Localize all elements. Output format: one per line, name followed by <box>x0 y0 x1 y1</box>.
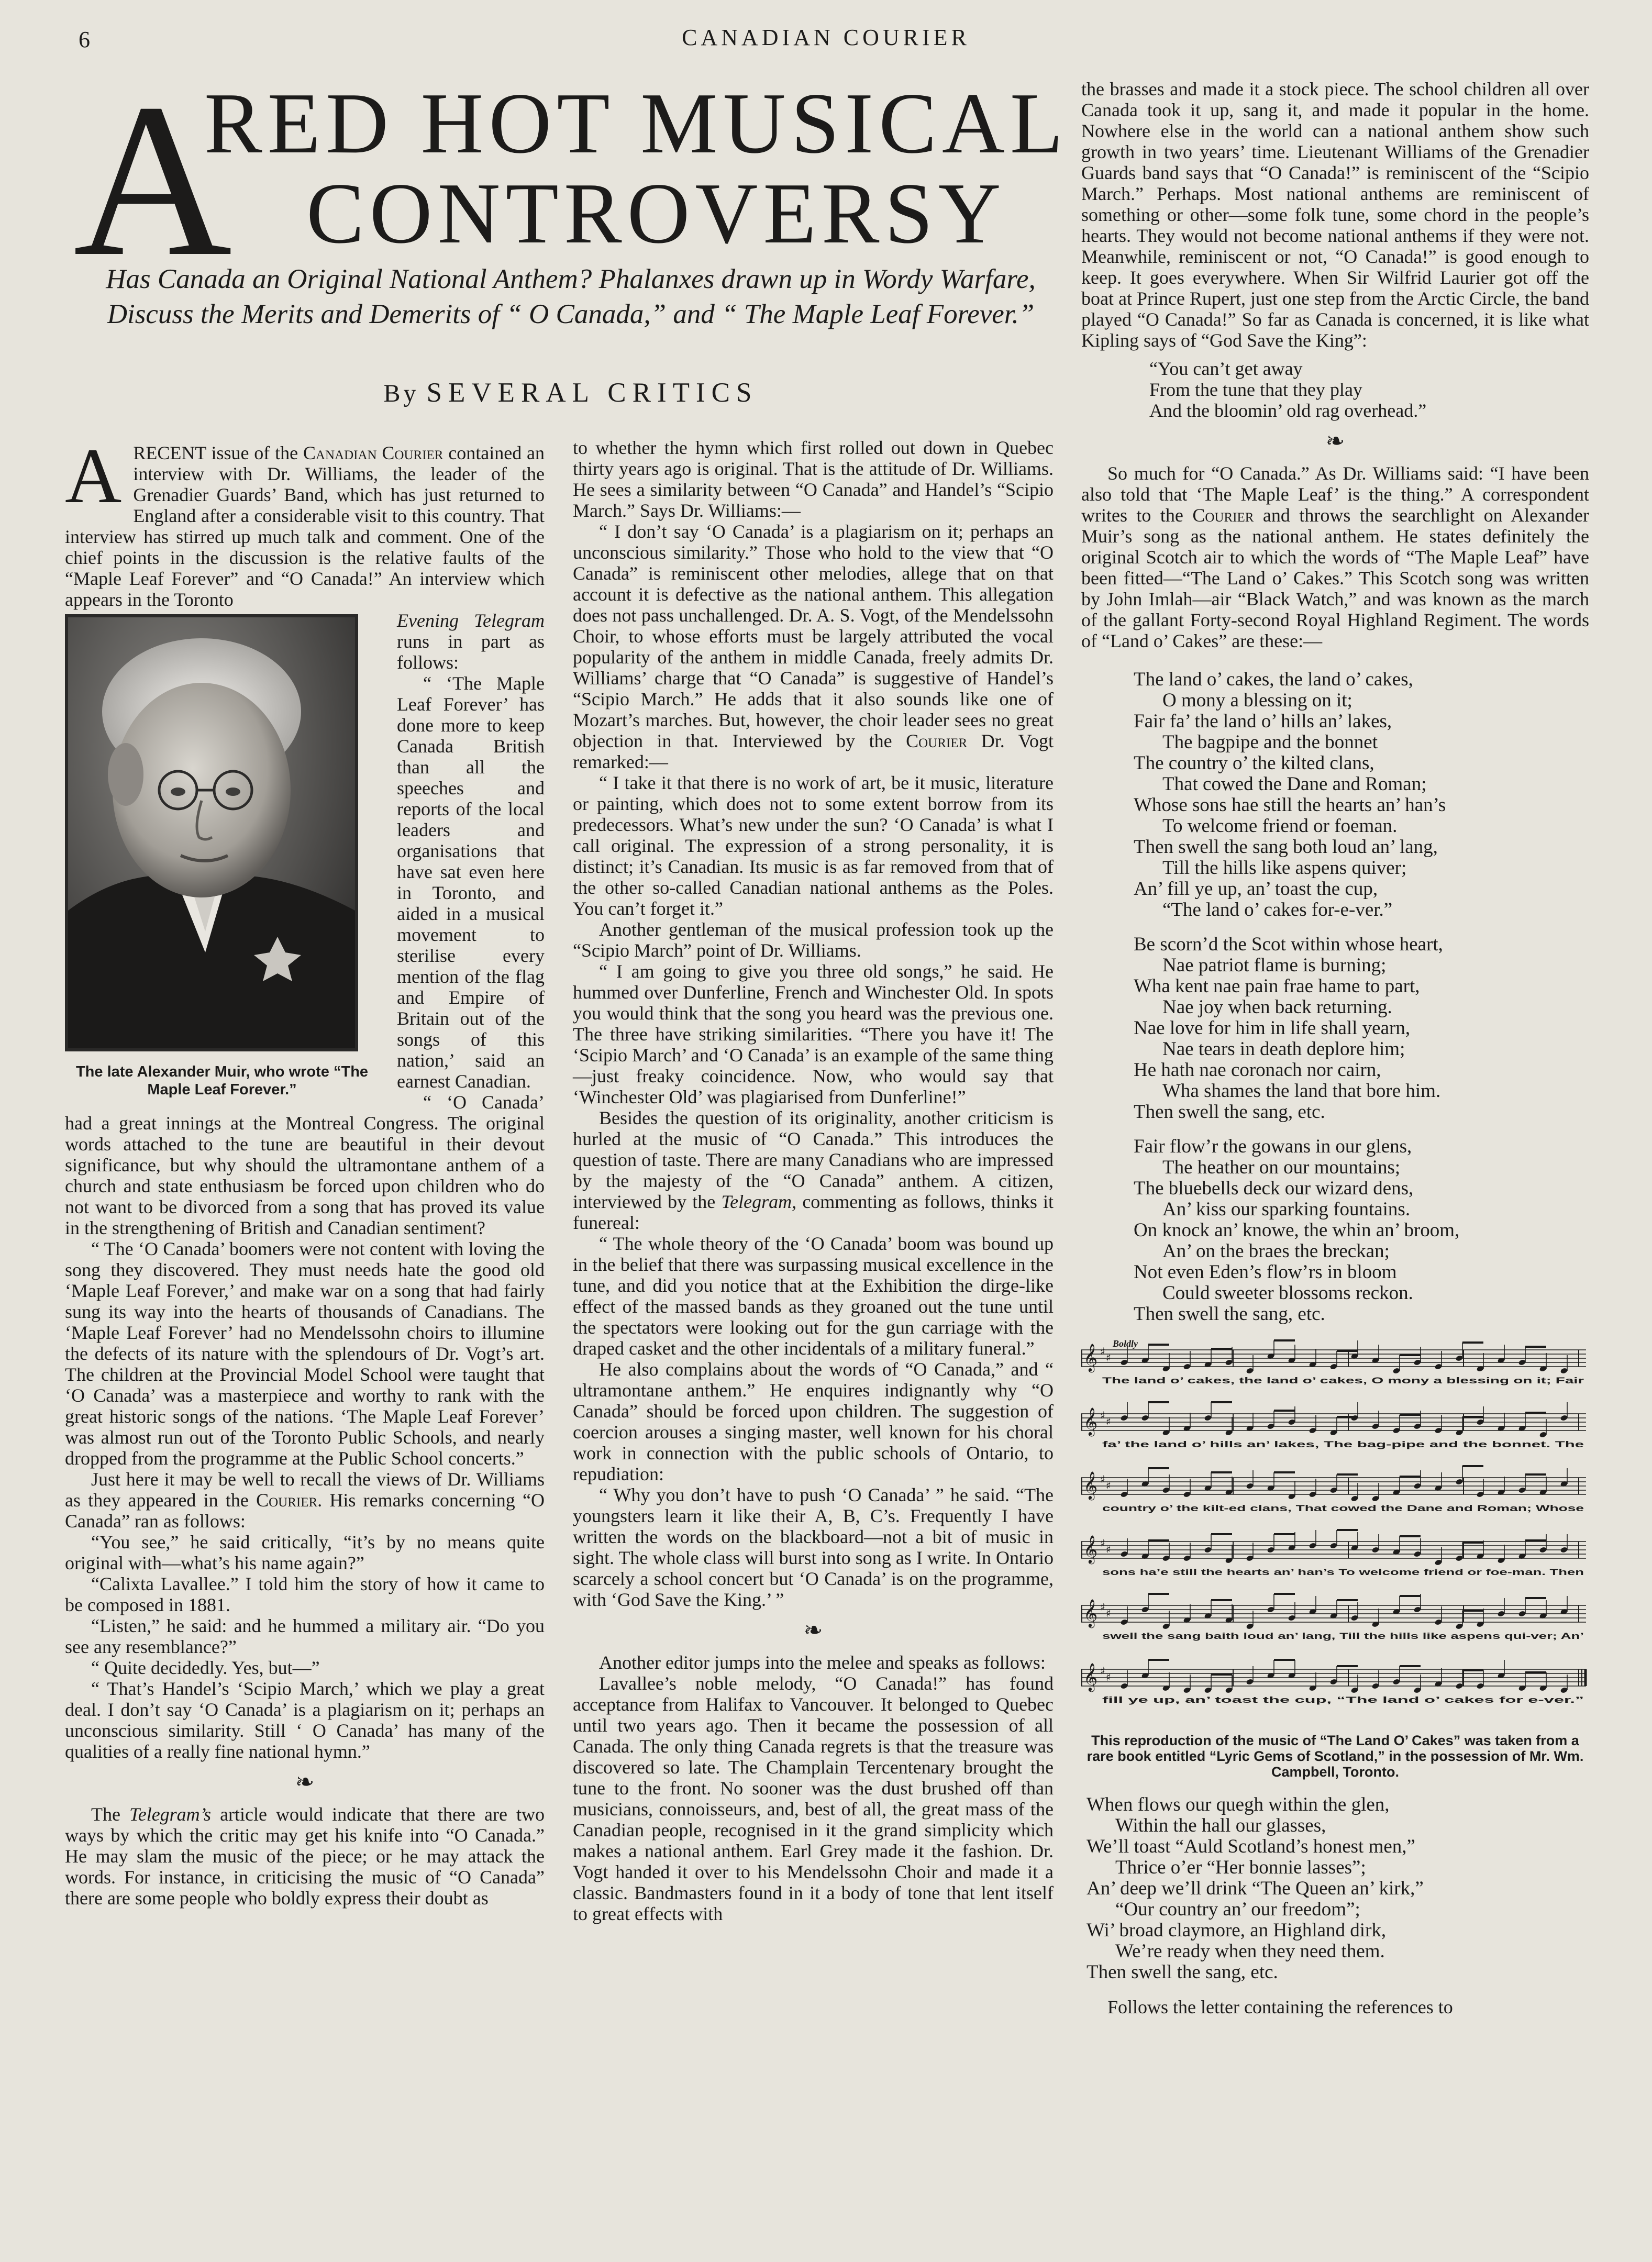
text: and throws the searchlight on Alexander Muir’s song as the national anthem. He states definitely the original Scotch air to which the words of “The Maple Leaf” have been fitted—“The Land o’ Cakes.” This Scotch song was written by John Imlah—air “Black Watch,” and was known as the march of the gallant Forty-second Royal Highland Regiment. The words of “Land o’ Cakes” are these:— <box>1081 505 1590 651</box>
verse-line: Then swell the sang, etc. <box>1086 1961 1278 1983</box>
paragraph: Lavallee’s noble melody, “O Canada!” has found acceptance from Halifax to Vancouver. It belonged to Quebec until two years ago. Then it became the possession of all Canada. The only thing Canada regrets is that the treasure was discovered so late. The Champlain Tercentenary brought the tune to the front. No sooner was the dust brushed off than musicians, connoisseurs, and, best of all, the great mass of the Canadian people, recognised in it the grand simplicity which makes a national anthem. Earl Grey made it the fashion. Dr. Vogt handed it over to his Mendelssohn Choir and made it a classic. Bandmasters found in it a body of tone that lent itself to great effects with <box>573 1673 1054 1924</box>
verse-line: To welcome friend or foeman. <box>1162 815 1398 837</box>
verse-line: We’re ready when they need them. <box>1115 1941 1385 1962</box>
sharp-icon: ♯ <box>1100 1473 1105 1485</box>
paragraph: the brasses and made it a stock piece. The school children all over Canada took it up, sang it, and made it popular in the home. Nowhere else in the world can a national anthem show such growth in two years’ time. Lieutenant Williams of the Grenadier Guards band says that “O Canada!” is reminiscent of the “Scipio March.” Perhaps. Most national anthems are reminiscent of something or other—some folk tune, some chord in the people’s hearts. They would not become national anthems if they were not. Meanwhile, reminiscent or not, “O Canada!” is good enough to keep. It goes everywhere. When Sir Wilfrid Laurier got off the boat at Prince Rupert, just one step from the Arctic Circle, the band played “O Canada!” So far as Canada is concerned, it is like what Kipling says of “God Save the King”: <box>1081 79 1589 351</box>
verse-line: “The land o’ cakes for-e-ver.” <box>1162 899 1393 921</box>
paragraph: “ Why you don’t have to push ‘O Canada’ ” he said. “The youngsters learn it like their A, B, C’s. Frequently I have written the words on the blackboard—not a bit of music in sight. The whole class will burst into song as I write. In Ontario scarcely a school concert but ‘O Canada’ is on the programme, with ‘God Save the King.’ ” <box>573 1484 1054 1610</box>
text: “ I don’t say ‘O Canada’ is a plagiarism on it; perhaps an unconscious similarity.” Those who hold to the view that “O Canada” is reminiscent other melodies, allege that on that account it is defective as the national anthem. This allegation does not pass unchallenged. Dr. A. S. Vogt, of the Mendelssohn Choir, to whose efforts must be largely attributed the vocal popularity of the anthem in middle Canada, freely admits Dr. Williams’ charge that “O Canada” is suggestive of Handel’s “Scipio March.” He adds that it also sounds like one of Mozart’s marches. But, however, the choir leader sees no great objection in that. Interviewed by the <box>573 521 1054 751</box>
verse-line: Fair fa’ the land o’ hills an’ lakes, <box>1134 711 1392 732</box>
verse-line: On knock an’ knowe, the whin an’ broom, <box>1134 1219 1460 1241</box>
headline-line-1: RED HOT MUSICAL <box>204 75 1069 171</box>
treble-clef-icon: 𝄞 <box>1083 1535 1098 1563</box>
treble-clef-icon: 𝄞 <box>1083 1662 1098 1691</box>
text: article would indicate that there are two ways by which the critic may get his knife into “O Canada.” He may slam the music of the piece; or he may attack the words. For instance, in criticising the music of “O Canada” there are some people who boldly express their doubt as <box>65 1804 545 1909</box>
sharp-icon: ♯ <box>1100 1345 1105 1358</box>
subheadline: Has Canada an Original National Anthem? Phalanxes drawn up in Wordy Warfare, Discuss the Merits and Demerits of “ O Canada,” and “ The Maple Leaf Forever.” <box>106 264 1036 329</box>
paragraph: to whether the hymn which first rolled out down in Quebec thirty years ago is original. That is the attitude of Dr. Williams. He sees a similarity between “O Canada” and Handel’s “Scipio March.” Says Dr. Williams:— <box>573 437 1054 521</box>
verse-line: Could sweeter blossoms reckon. <box>1162 1282 1413 1304</box>
column-2 <box>573 437 1054 1924</box>
music-lyric-line: country o’ the kilt-ed clans, That cowed the Dane and Roman; Whose <box>1102 1503 1584 1513</box>
sharp-icon: ♯ <box>1106 1479 1111 1492</box>
paragraph: “Calixta Lavallee.” I told him the story of how it came to be composed in 1881. <box>65 1573 545 1615</box>
publication-name: Telegram’s <box>129 1804 212 1825</box>
headline-line-2: CONTROVERSY <box>306 165 1006 261</box>
portrait-image <box>68 617 355 1048</box>
verse-line: The heather on our mountains; <box>1162 1157 1401 1178</box>
paragraph <box>1081 463 1589 651</box>
music-lyric-line: fa’ the land o’ hills an’ lakes, The bag-pipe and the bonnet. The <box>1102 1439 1584 1449</box>
publication-name: Telegram, <box>721 1191 797 1212</box>
verse-line: Be scorn’d the Scot within whose heart, <box>1134 934 1443 955</box>
verse-line: Then swell the sang, etc. <box>1134 1101 1325 1123</box>
byline <box>73 377 1068 408</box>
verse-line: We’ll toast “Auld Scotland’s honest men,” <box>1086 1836 1415 1857</box>
verse-line: Thrice o’er “Her bonnie lasses”; <box>1115 1857 1366 1878</box>
sharp-icon: ♯ <box>1106 1415 1111 1428</box>
verse-line: Wha shames the land that bore him. <box>1162 1080 1441 1102</box>
verse-line: An’ on the braes the breckan; <box>1162 1240 1390 1262</box>
text: So much for “O Canada.” As Dr. Williams said: “I have been also told that ‘The Maple Leaf’ is the thing.” A correspondent writes to the <box>1081 463 1589 526</box>
paragraph: Another editor jumps into the melee and speaks as follows: <box>599 1652 1046 1673</box>
text: His remarks concerning “O Canada” ran as follows: <box>65 1490 545 1532</box>
paragraph: “ The ‘O Canada’ boomers were not content with loving the song they discovered. They must needs hate the good old ‘Maple Leaf Forever,’ and make war on a song that had fairly sung its way into the hearts of thousands of Canadians. The ‘Maple Leaf Forever’ had no Mendelssohn choirs to illumine the defects of its nature with the splendours of Dr. Vogt’s art. The children at the Provincial Model School were taught that ‘O Canada’ was a masterpiece and worthy to rank with the great historic songs of the nations. ‘The Maple Leaf Forever’ was almost run out of the Toronto Public Schools, and nearly dropped from the programme at the Public School concerts.” <box>65 1238 545 1469</box>
verse-line: Till the hills like aspens quiver; <box>1162 857 1407 879</box>
verse-line: The country o’ the kilted clans, <box>1134 752 1374 774</box>
verse-line: Within the hall our glasses, <box>1115 1815 1326 1836</box>
headline-initial: A <box>73 58 232 302</box>
publication-name: Evening Telegram <box>397 610 545 631</box>
verse-line: “Our country an’ our freedom”; <box>1115 1899 1360 1920</box>
stanza-1 <box>1134 669 1589 921</box>
running-head: CANADIAN COURIER <box>682 25 970 50</box>
text: runs in part as follows: <box>397 631 545 673</box>
verse-line: And the bloomin’ old rag overhead.” <box>1149 400 1427 421</box>
verse-line: An’ fill ye up, an’ toast the cup, <box>1134 878 1378 900</box>
portrait-caption: The late Alexander Muir, who wrote “The Maple Leaf Forever.” <box>75 1063 369 1098</box>
paragraph: Another gentleman of the musical profession took up the “Scipio March” point of Dr. Williams. <box>573 919 1054 961</box>
text: Just here it may be well to recall the views of Dr. Williams as they appeared in the <box>65 1469 545 1511</box>
sharp-icon: ♯ <box>1100 1537 1105 1549</box>
verse-line: Then swell the sang, etc. <box>1134 1303 1325 1325</box>
section-ornament: ❧ <box>295 1769 315 1795</box>
verse-line: Wha kent nae pain frae hame to part, <box>1134 975 1420 997</box>
sharp-icon: ♯ <box>1106 1351 1111 1364</box>
music-lyric-line: The land o’ cakes, the land o’ cakes, O mony a blessing on it; Fair <box>1102 1376 1584 1385</box>
verse-line: Not even Eden’s flow’rs in bloom <box>1134 1261 1397 1283</box>
verse-line: That cowed the Dane and Roman; <box>1162 773 1427 795</box>
music-caption: This reproduction of the music of “The Land O’ Cakes” was taken from a rare book entitled “Lyric Gems of Scotland,” in the possession of Mr. Wm. Campbell, Toronto. <box>1086 1733 1584 1780</box>
paragraph: “You see,” he said critically, “it’s by no means quite original with—what’s his name again?” <box>65 1532 545 1573</box>
sharp-icon: ♯ <box>1106 1607 1111 1620</box>
music-lyric-line: sons ha’e still the hearts an’ han’s To welcome friend or foe-man. Then <box>1102 1567 1584 1577</box>
publication-name: Canadian Courier <box>303 442 444 463</box>
column-1 <box>65 433 545 1909</box>
verse-line: An’ deep we’ll drink “The Queen an’ kirk,” <box>1086 1878 1424 1899</box>
verse-line: He hath nae coronach nor cairn, <box>1134 1059 1381 1081</box>
sharp-icon: ♯ <box>1100 1409 1105 1422</box>
treble-clef-icon: 𝄞 <box>1083 1471 1098 1499</box>
paragraph: “ I take it that there is no work of art, be it music, literature or painting, which does not to some extent borrow from its predecessors. What’s new under the sun? ‘O Canada’ is what I call original. The expression of a strong personality, it is distinct; it’s Canadian. Its music is as far removed from that of the other so-called Canadian national anthems as the Poles. You can’t forget it.” <box>573 772 1054 919</box>
text: Dr. Vogt remarked:— <box>573 730 1054 772</box>
column-3 <box>1081 79 1589 2017</box>
paragraph: “ ‘The Maple Leaf Forever’ has done more to keep Canada British than all the speeches and reports of the local leaders and organisations that have sat even here in Toronto, and aided in a musical movement to sterilise every mention of the flag and Empire of Britain out of the songs of this nation,’ said an earnest Canadian. <box>397 673 545 1092</box>
verse-line: Whose sons hae still the hearts an’ han’s <box>1134 794 1446 816</box>
verse-line: The bluebells deck our wizard dens, <box>1134 1178 1414 1199</box>
tempo-marking: Boldly <box>1113 1338 1138 1349</box>
music-score <box>1081 1338 1589 1723</box>
paragraph <box>65 433 545 610</box>
section-ornament: ❧ <box>1325 428 1345 454</box>
paragraph: Follows the letter containing the references to <box>1107 1997 1453 2017</box>
stanza-2 <box>1134 934 1589 1123</box>
section-ornament: ❧ <box>803 1617 823 1643</box>
text: commenting as follows, thinks it funereal: <box>573 1191 1054 1233</box>
sharp-icon: ♯ <box>1100 1601 1105 1613</box>
verse-line: The bagpipe and the bonnet <box>1162 731 1378 753</box>
verse-line: From the tune that they play <box>1149 379 1362 400</box>
verse-line: Then swell the sang both loud an’ lang, <box>1134 836 1438 858</box>
verse-line: Nae tears in death deplore him; <box>1162 1038 1405 1060</box>
paragraph <box>65 1469 545 1532</box>
music-lyric-line: fill ye up, an’ toast the cup, “The land o’ cakes for e-ver.” <box>1102 1695 1584 1705</box>
poem-land-o-cakes <box>1134 669 1589 1325</box>
paragraph: “Listen,” he said: and he hummed a military air. “Do you see any resemblance?” <box>65 1615 545 1657</box>
verse-line: An’ kiss our sparking fountains. <box>1162 1199 1411 1220</box>
paragraph: “ I am going to give you three old songs,” he said. He hummed over Dunferline, French and Winchester Old. In spots you would think that the song you heard was the previous one. The three have striking similarities. “There you have it! The ‘Scipio March’ and ‘O Canada’ is an example of the same thing—just freaky coincidence. Now, who would say that ‘Winchester Old’ was plagiarised from Dunferline!” <box>573 961 1054 1107</box>
verse-line: Nae patriot flame is burning; <box>1162 955 1387 976</box>
stanza-4 <box>1086 1794 1589 1983</box>
publication-name: Courier <box>1192 505 1254 526</box>
text: RECENT issue of the <box>133 442 298 463</box>
treble-clef-icon: 𝄞 <box>1083 1599 1098 1627</box>
verse-line: Nae love for him in life shall yearn, <box>1134 1017 1411 1039</box>
verse-line: Nae joy when back returning. <box>1162 996 1392 1018</box>
publication-name: Courier. <box>256 1490 323 1511</box>
paragraph: “ The whole theory of the ‘O Canada’ boom was bound up in the belief that there was surpassing musical excellence in the tune, and did you notice that at the Exhibition the dirge-like effect of the massed bands as they groaned out the tune until the spectators were looking out for the gun carriage with the draped casket and the other incidentals of a military funeral.” <box>573 1233 1054 1359</box>
sharp-icon: ♯ <box>1106 1543 1111 1556</box>
stanza-3 <box>1134 1136 1589 1325</box>
page-number: 6 <box>79 27 90 52</box>
kipling-verse <box>1149 358 1589 421</box>
text: The <box>91 1804 120 1825</box>
paragraph <box>573 1107 1054 1233</box>
text: Besides the question of its originality, another criticism is hurled at the music of “O Canada.” This introduces the question of taste. There are many Canadians who are impressed by the majesty of the “O Canada” anthem. A citizen, interviewed by the <box>573 1107 1054 1212</box>
paragraph: He also complains about the words of “O Canada,” and “ ultramontane anthem.” He enquires indignantly why “O Canada” should be forced upon children. The suggestion of coercion arouses a singing master, well known for his choral work in connection with the public schools of Ontario, to repudiation: <box>573 1359 1054 1484</box>
paragraph <box>65 1804 545 1909</box>
music-lyric-line: swell the sang baith loud an’ lang, Till the hills like aspens qui-ver; An’ <box>1102 1631 1584 1641</box>
portrait-photo <box>65 614 358 1051</box>
sharp-icon: ♯ <box>1100 1665 1105 1677</box>
verse-line: “You can’t get away <box>1149 358 1303 379</box>
verse-line: Fair flow’r the gowans in our glens, <box>1134 1136 1412 1157</box>
verse-line: When flows our quegh within the glen, <box>1086 1794 1390 1815</box>
treble-clef-icon: 𝄞 <box>1083 1343 1098 1371</box>
text: contained an interview with Dr. Williams, the leader of the Grenadier Guards’ Band, which has just returned to England after a considerable visit to this country. That interview has stirred up much talk and comment. One of the chief points in the discussion is the relative faults of the “Maple Leaf Forever” and “O Canada!” An interview which appears in the Toronto <box>65 442 545 610</box>
sharp-icon: ♯ <box>1106 1671 1111 1683</box>
paragraph: “ That’s Handel’s ‘Scipio March,’ which we play a great deal. I don’t say ‘O Canada’ is a plagiarism on it; perhaps an unconscious similarity. Still ‘ O Canada’ has many of the qualities of a really fine national hymn.” <box>65 1678 545 1762</box>
portrait-figure <box>65 614 384 1099</box>
verse-line: Wi’ broad claymore, an Highland dirk, <box>1086 1920 1387 1941</box>
byline-authors: SEVERAL CRITICS <box>426 378 758 408</box>
sheet-music <box>1081 1338 1589 1727</box>
treble-clef-icon: 𝄞 <box>1083 1407 1098 1435</box>
verse-line: The land o’ cakes, the land o’ cakes, <box>1134 669 1413 690</box>
byline-by: By <box>383 380 419 407</box>
publication-name: Courier <box>906 730 968 751</box>
paragraph <box>573 521 1054 772</box>
verse-line: O mony a blessing on it; <box>1162 690 1352 711</box>
drop-cap: A <box>65 433 122 519</box>
paragraph: “ ‘O Canada’ had a great innings at the Montreal Congress. The original words attached to the tune are beautiful in their devout significance, but why should the ultramontane anthem of a church and state enthusiasm be forced upon children who do not want to be divorced from a song that has proved its value in the strengthening of British and Canadian sentiment? <box>65 1092 545 1238</box>
paragraph: “ Quite decidedly. Yes, but—” <box>91 1657 320 1678</box>
